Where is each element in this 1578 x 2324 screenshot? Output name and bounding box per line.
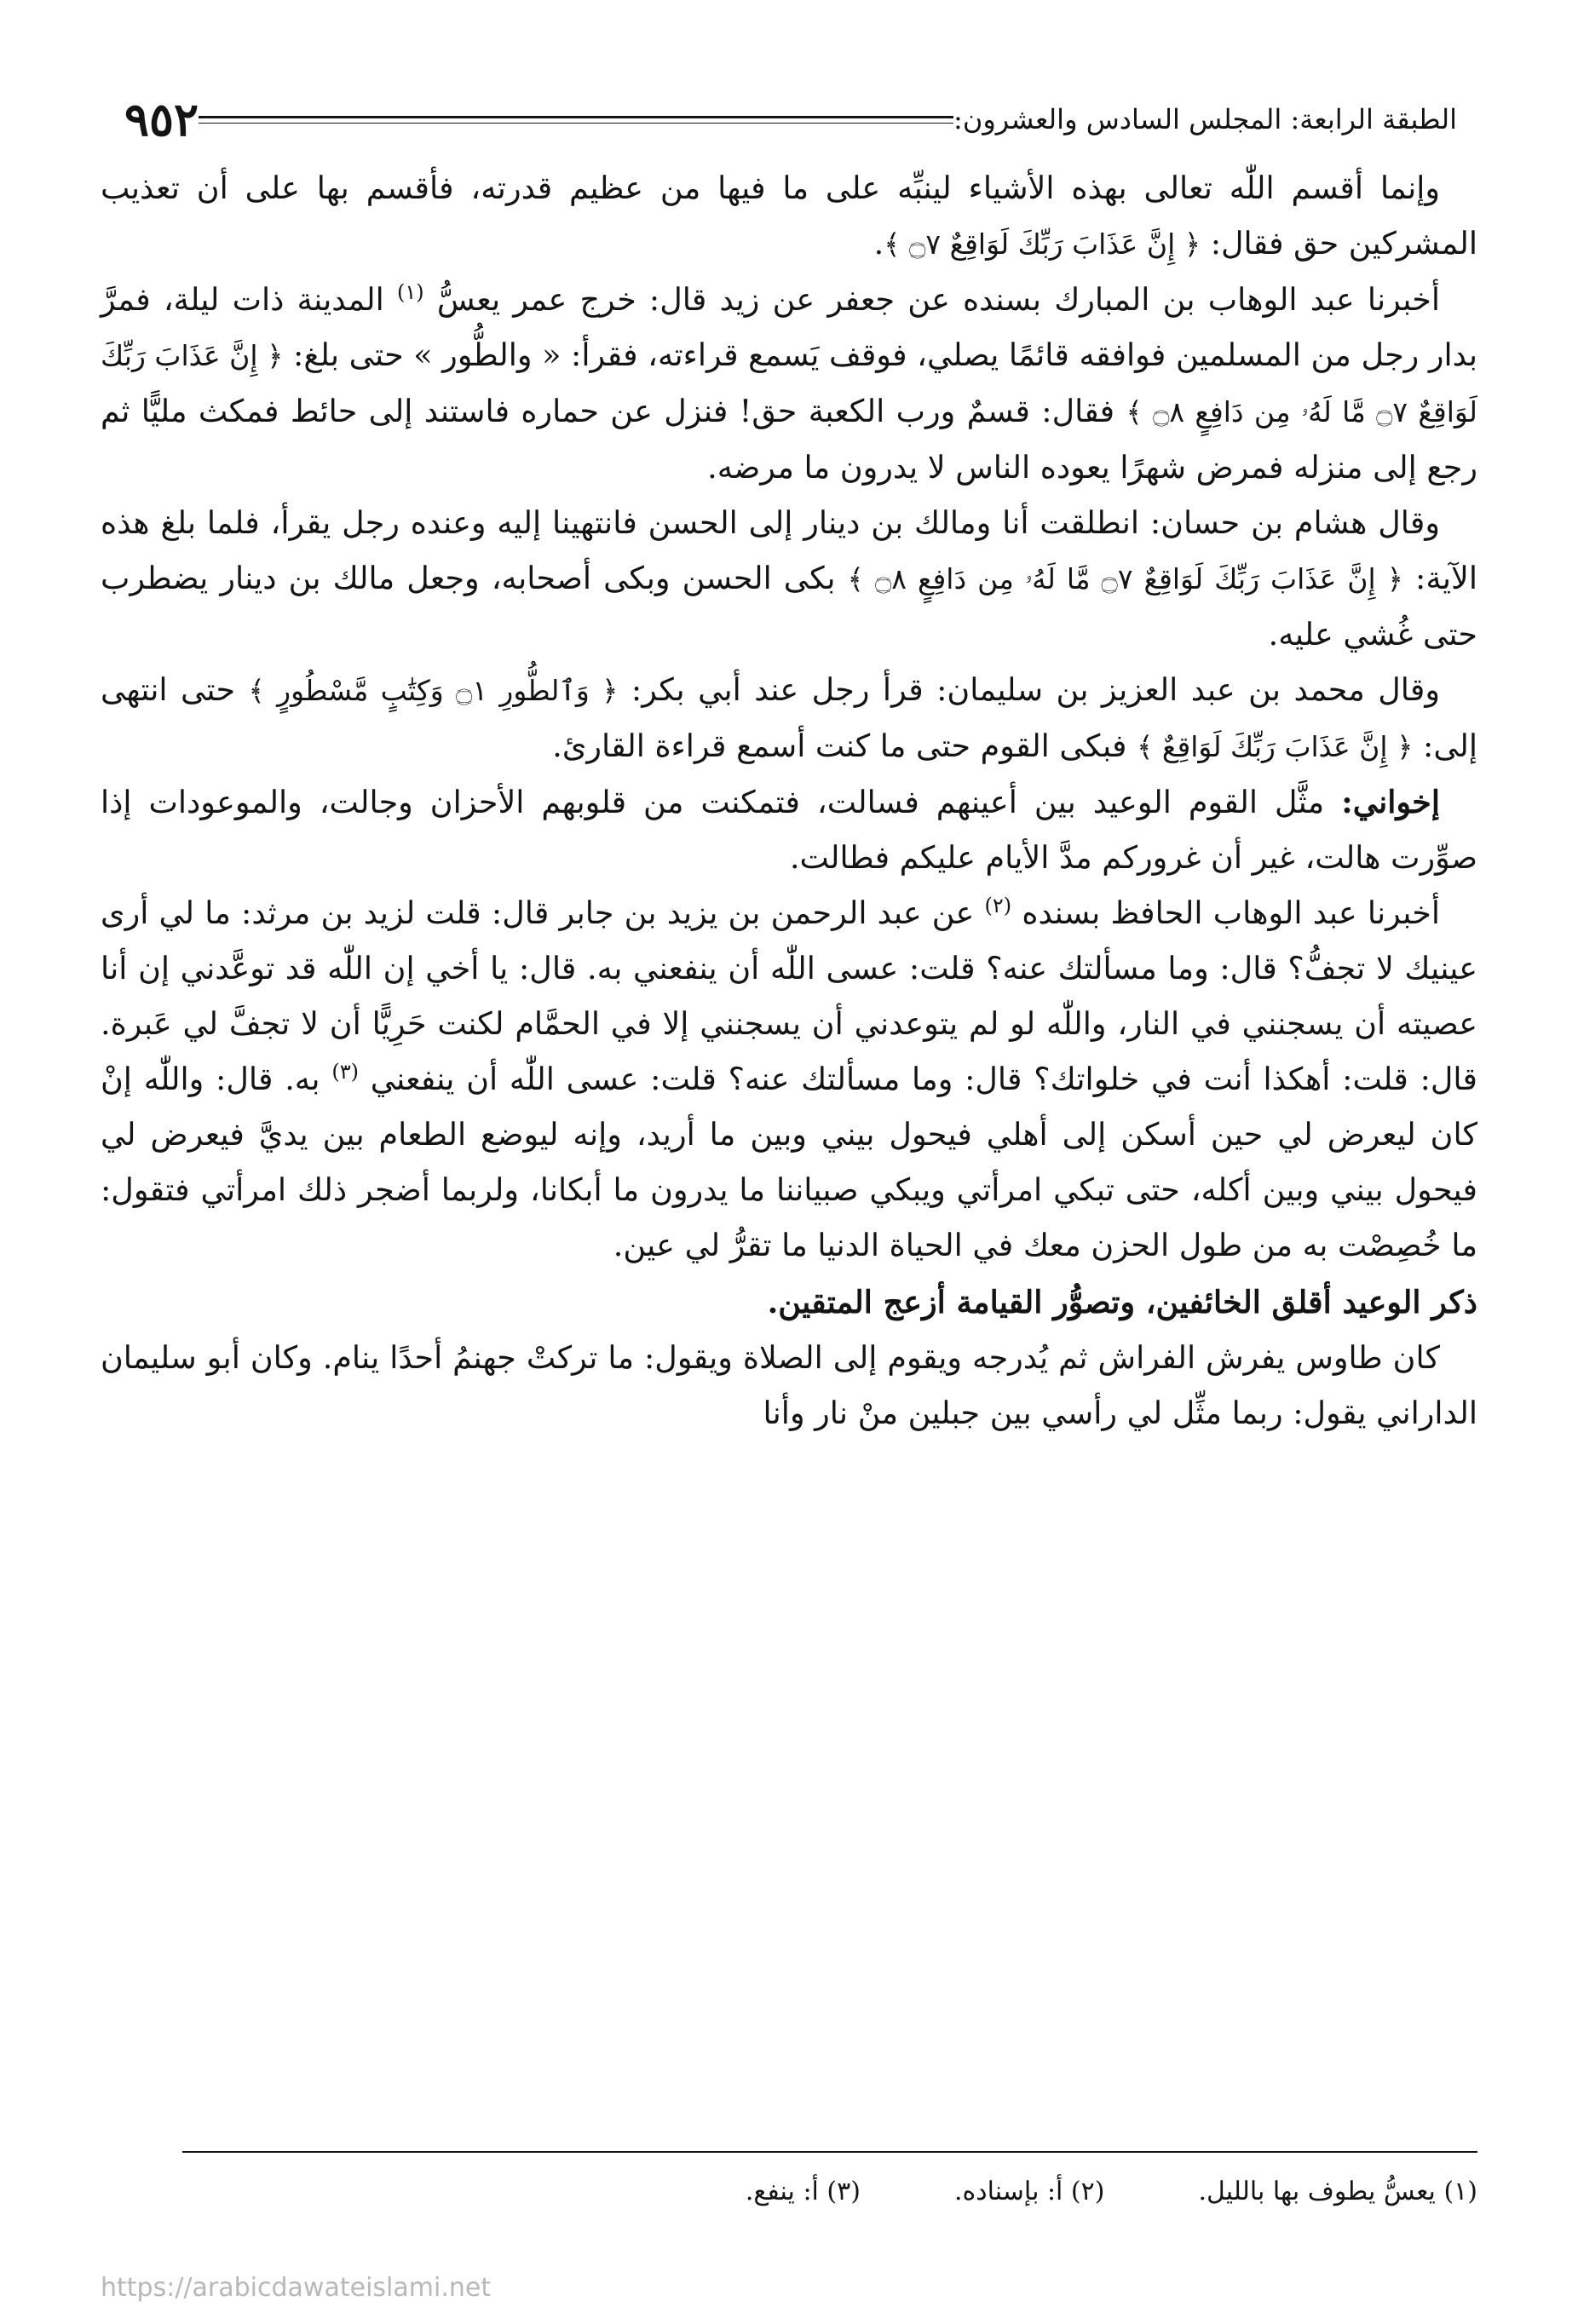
paragraph-6 [101, 885, 1477, 1273]
header-title: الطبقة الرابعة: المجلس السادس والعشرون: [953, 103, 1457, 135]
text-run: به. قال: واللّٰه إنْ كان ليعرض لي حين أسكن إلى أهلي فيحول بيني وبين ما أريد، وإنه ليوضع الطعام بين يديَّ فيعرض لي فيحول بيني وبين أكله، حتى تبكي امرأتي ويبكي صبياننا ما يدرون ما أبكانا، ولربما أضجر ذلك امرأتي فتقول: ما خُصِصْت به من طول الحزن معك في الحياة الدنيا ما تقرُّ لي عين. [101, 1061, 1477, 1263]
text-run: عن عبد الرحمن بن يزيد بن جابر قال: قلت لزيد بن مرثد: ما لي أرى عينيك لا تجفُّ؟ قال: وما مسألتك عنه؟ قلت: عسى اللّٰه أن ينفعني به. قال: يا أخي إن اللّٰه قد توعَّدني إن أنا عصيته أن يسجنني في النار، واللّٰه لو لم يتوعدني أن يسجنني إلا في الحمَّام لكنت حَرِيًّا أن لا تجفَّ لي عَبرة. قال: قلت: أهكذا أنت في خلواتك؟ قال: وما مسألتك عنه؟ قلت: عسى اللّٰه أن ينفعني [101, 895, 1477, 1097]
text-run: حتى انتهى إلى: [101, 671, 1477, 764]
text-run: مثَّل القوم الوعيد بين أعينهم فسالت، فتمكنت من قلوبهم الأحزان وجالت، والموعودات إذا صوِّرت هالت، غير أن غروركم مدَّ الأيام عليكم فطالت. [101, 784, 1477, 876]
text-run: فقال: قسمٌ ورب الكعبة حق! فنزل عن حماره فاستند إلى حائط فمكث مليًّا ثم رجع إلى منزله فمرض شهرًا يعوده الناس لا يدرون ما مرضه. [101, 393, 1477, 486]
footnote-1: (١) يعسُّ يطوف بها بالليل. [1198, 2177, 1477, 2206]
text-run: أخبرنا عبد الوهاب الحافظ بسنده [1022, 895, 1440, 931]
page-number: ٩٥٢ [124, 92, 199, 147]
text-run: وإنما أقسم اللّٰه تعالى بهذه الأشياء لينبِّه على ما فيها من عظيم قدرته، فأقسم بها على أن تعذيب المشركين حق فقال: [101, 170, 1477, 262]
header-rule [199, 116, 953, 124]
paragraph-5 [101, 774, 1477, 885]
text-run: أخبرنا عبد الوهاب بن المبارك بسنده عن جعفر عن زيد قال: خرج عمر يعسُّ [436, 281, 1441, 318]
text-run: المدينة ذات ليلة، فمرَّ بدار رجل من المسلمين فوافقه قائمًا يصلي، فوقف يَسمع قراءته، فقرأ: « والطُّور » حتى بلغ: [101, 281, 1477, 373]
footnote-ref-2[interactable]: (٢) [984, 893, 1012, 918]
text-run: فبكى القوم حتى ما كنت أسمع قراءة القارئ. [552, 728, 1127, 764]
quran-verse: ﴿ إِنَّ عَذَابَ رَبِّكَ لَوَاقِعٌ ۝٧ مَّا لَهُۥ مِن دَافِعٍ ۝٨ ﴾ [101, 339, 1477, 429]
quran-verse: ﴿ إِنَّ عَذَابَ رَبِّكَ لَوَاقِعٌ ﴾ [1137, 730, 1414, 763]
paragraph-1: وإنما أقسم اللّٰه تعالى بهذه الأشياء لينبِّه على ما فيها من عظيم قدرته، فأقسم بها على أن تعذيب المشركين حق فقال: ﴿ إِنَّ عَذَابَ رَبِّكَ لَوَاقِعٌ ۝٧ ﴾. [101, 170, 1477, 262]
lead-word: إخواني: [1341, 784, 1440, 820]
section-heading: ذكر الوعيد أقلق الخائفين، وتصوُّر القيامة أزعج المتقين. [767, 1284, 1477, 1320]
text-run: وقال محمد بن عبد العزيز بن سليمان: قرأ رجل عند أبي بكر: [631, 671, 1441, 708]
text-run: وقال هشام بن حسان: انطلقت أنا ومالك بن دينار إلى الحسن فانتهينا إليه وعنده رجل يقرأ، فلما بلغ هذه الآية: [101, 504, 1477, 596]
watermark-url: https://arabicdawateislami.net [101, 2273, 492, 2303]
footnotes [101, 2177, 1477, 2206]
text-run: كان طاوس يفرش الفراش ثم يُدرجه ويقوم إلى الصلاة ويقول: ما تركتْ جهنمُ أحدًا ينام. وكان أبو سليمان الداراني يقول: ربما مثِّل لي رأسي بين جبلين منْ نار وأنا [101, 1339, 1477, 1431]
paragraph-4 [101, 662, 1477, 774]
paragraph-3 [101, 495, 1477, 662]
footnote-ref-1[interactable]: (١) [397, 279, 424, 304]
footnote-3: (٣) أ: ينفع. [745, 2177, 861, 2206]
footnote-divider [182, 2151, 1477, 2153]
footnote-ref-3[interactable]: (٣) [331, 1059, 359, 1084]
quran-verse: ﴿ وَٱلطُّورِ ۝١ وَكِتَٰبٍ مَّسْطُورٍ ﴾ [248, 674, 619, 707]
paragraph-7 [101, 1330, 1477, 1441]
footnote-2: (٢) أ: بإسناده. [953, 2177, 1105, 2206]
text-run: بكى الحسن وبكى أصحابه، وجعل مالك بن دينار يضطرب حتى غُشي عليه. [101, 560, 1477, 653]
body-text [101, 160, 1477, 1441]
running-header [101, 92, 1477, 147]
quran-verse: ﴿ إِنَّ عَذَابَ رَبِّكَ لَوَاقِعٌ ۝٧ مَّا لَهُۥ مِن دَافِعٍ ۝٨ ﴾ [847, 562, 1403, 595]
paragraph-2 [101, 272, 1477, 495]
quran-verse: ﴿ إِنَّ عَذَابَ رَبِّكَ لَوَاقِعٌ ۝٧ ﴾ [884, 227, 1201, 261]
